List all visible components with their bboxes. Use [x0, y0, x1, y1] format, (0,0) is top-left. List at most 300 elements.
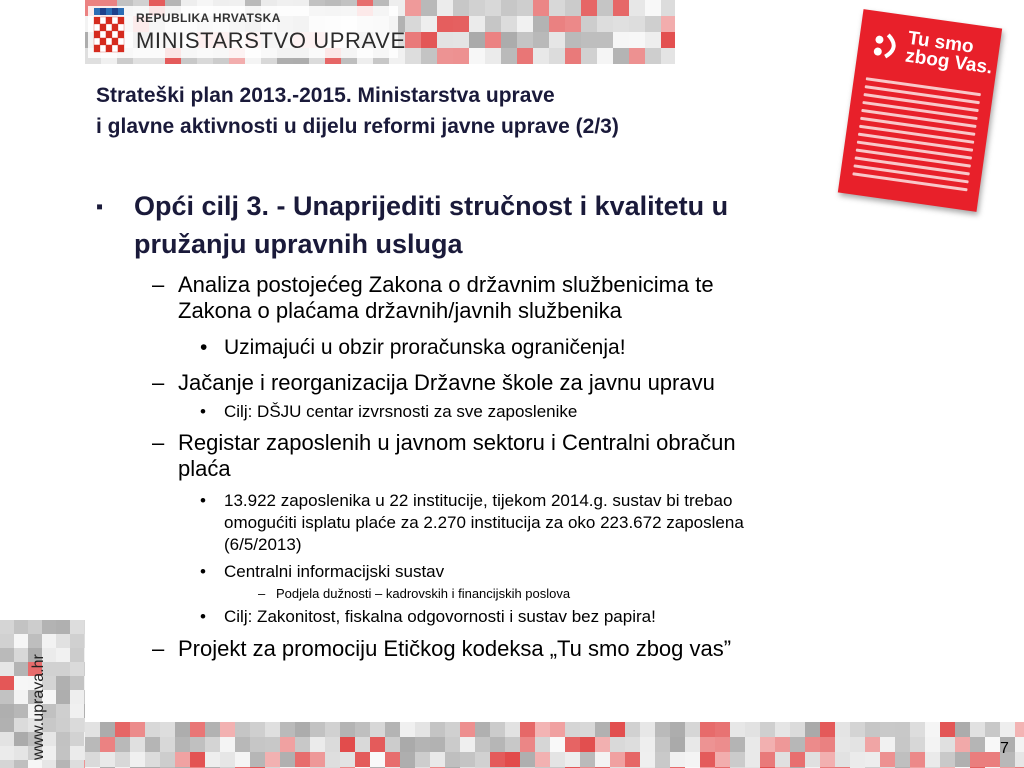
mosaic-tile — [610, 752, 625, 767]
mosaic-tile — [970, 752, 985, 767]
mosaic-tile — [1015, 722, 1024, 737]
mosaic-tile — [595, 722, 610, 737]
mosaic-tile — [405, 32, 421, 48]
mosaic-tile — [535, 752, 550, 767]
mosaic-tile — [760, 752, 775, 767]
mosaic-tile — [400, 737, 415, 752]
mosaic-tile — [820, 737, 835, 752]
mosaic-tile — [835, 752, 850, 767]
mosaic-tile — [895, 722, 910, 737]
mosaic-tile — [835, 737, 850, 752]
dash-bullet: – — [152, 636, 165, 661]
mosaic-tile — [955, 722, 970, 737]
mosaic-tile — [940, 752, 955, 767]
mosaic-tile — [850, 722, 865, 737]
mosaic-tile — [597, 48, 613, 64]
mosaic-tile — [895, 737, 910, 752]
mosaic-tile — [70, 704, 84, 718]
mosaic-tile — [220, 752, 235, 767]
dash-bullet: – — [152, 272, 165, 297]
mosaic-tile — [355, 737, 370, 752]
mosaic-tile — [460, 722, 475, 737]
mosaic-tile — [325, 737, 340, 752]
mosaic-tile — [265, 752, 280, 767]
mosaic-tile — [84, 620, 85, 634]
mosaic-tile — [445, 722, 460, 737]
mosaic-tile — [613, 0, 629, 16]
mosaic-tile — [14, 704, 28, 718]
mosaic-tile — [115, 722, 130, 737]
mosaic-tile — [925, 737, 940, 752]
mosaic-tile — [430, 737, 445, 752]
mosaic-tile — [985, 737, 1000, 752]
mosaic-tile — [14, 690, 28, 704]
mosaic-tile — [700, 752, 715, 767]
mosaic-tile — [501, 32, 517, 48]
mosaic-tile — [661, 48, 675, 64]
mosaic-tile — [175, 752, 190, 767]
mosaic-tile — [505, 722, 520, 737]
mosaic-tile — [56, 690, 70, 704]
mosaic-tile — [625, 752, 640, 767]
mosaic-tile — [84, 704, 85, 718]
coat-of-arms-icon — [92, 8, 126, 56]
mosaic-tile — [84, 662, 85, 676]
mosaic-tile — [437, 32, 453, 48]
mosaic-tile — [220, 737, 235, 752]
dot-bullet: • — [200, 562, 206, 581]
mosaic-tile — [405, 48, 421, 64]
item1-sub1: Uzimajući u obzir proračunska ograničenja! — [224, 336, 626, 359]
mosaic-tile — [205, 737, 220, 752]
mosaic-tile — [190, 722, 205, 737]
mosaic-tile — [460, 737, 475, 752]
mosaic-tile — [56, 718, 70, 732]
square-bullet: ▪ — [96, 196, 104, 218]
mosaic-tile — [14, 620, 28, 634]
mosaic-tile — [501, 16, 517, 32]
mosaic-tile — [469, 32, 485, 48]
mosaic-tile — [685, 737, 700, 752]
mosaic-tile — [421, 16, 437, 32]
mosaic-tile — [655, 737, 670, 752]
mosaic-tile — [370, 752, 385, 767]
mosaic-tile — [865, 737, 880, 752]
mosaic-tile — [629, 48, 645, 64]
mosaic-tile — [655, 722, 670, 737]
mosaic-tile — [190, 737, 205, 752]
mosaic-tile — [28, 620, 42, 634]
mosaic-tile — [310, 737, 325, 752]
dot-bullet: • — [200, 402, 206, 421]
mosaic-tile — [0, 676, 14, 690]
mosaic-tile — [115, 752, 130, 767]
mosaic-tile — [910, 722, 925, 737]
logo-country-text: REPUBLIKA HRVATSKA — [136, 11, 281, 25]
mosaic-tile — [640, 737, 655, 752]
mosaic-tile — [925, 722, 940, 737]
mosaic-tile — [880, 737, 895, 752]
mosaic-tile — [485, 48, 501, 64]
mosaic-tile — [517, 0, 533, 16]
mosaic-tile — [70, 690, 84, 704]
mosaic-tile — [760, 737, 775, 752]
mosaic-tile — [85, 752, 100, 767]
item4: Projekt za promociju Etičkog kodeksa „Tu smo zbog vas” — [178, 636, 732, 661]
mosaic-tile — [250, 752, 265, 767]
mosaic-tile — [880, 722, 895, 737]
mosaic-tile — [42, 620, 56, 634]
mosaic-tile — [385, 737, 400, 752]
mosaic-tile — [235, 722, 250, 737]
mosaic-tile — [430, 722, 445, 737]
mosaic-tile — [84, 634, 85, 648]
footer-mosaic-decoration — [85, 722, 1024, 768]
mosaic-tile — [437, 0, 453, 16]
mosaic-tile — [597, 16, 613, 32]
mosaic-tile — [56, 634, 70, 648]
mosaic-tile — [645, 0, 661, 16]
mosaic-tile — [295, 737, 310, 752]
mosaic-tile — [490, 752, 505, 767]
mosaic-tile — [340, 752, 355, 767]
mosaic-tile — [0, 746, 14, 760]
mosaic-tile — [505, 737, 520, 752]
mosaic-tile — [700, 737, 715, 752]
mosaic-tile — [955, 737, 970, 752]
mosaic-tile — [565, 0, 581, 16]
mosaic-tile — [70, 760, 84, 768]
mosaic-tile — [400, 722, 415, 737]
logo-ministry-text: MINISTARSTVO UPRAVE — [136, 28, 406, 53]
mosaic-tile — [84, 648, 85, 662]
mosaic-tile — [70, 718, 84, 732]
mosaic-tile — [745, 722, 760, 737]
item2-sub1: Cilj: DŠJU centar izvrsnosti za sve zaposlenike — [224, 402, 578, 421]
mosaic-tile — [85, 737, 100, 752]
mosaic-tile — [445, 737, 460, 752]
mosaic-tile — [70, 634, 84, 648]
mosaic-tile — [295, 722, 310, 737]
mosaic-tile — [280, 722, 295, 737]
mosaic-tile — [520, 722, 535, 737]
mosaic-tile — [613, 32, 629, 48]
mosaic-tile — [645, 32, 661, 48]
mosaic-tile — [820, 722, 835, 737]
mosaic-tile — [56, 620, 70, 634]
item2: Jačanje i reorganizacija Državne škole za javnu upravu — [178, 370, 715, 395]
mosaic-tile — [880, 752, 895, 767]
mosaic-tile — [790, 737, 805, 752]
mosaic-tile — [310, 722, 325, 737]
mosaic-tile — [565, 737, 580, 752]
mosaic-tile — [745, 737, 760, 752]
mosaic-tile — [595, 737, 610, 752]
mosaic-tile — [475, 737, 490, 752]
mosaic-tile — [70, 620, 84, 634]
mosaic-tile — [130, 722, 145, 737]
mosaic-tile — [533, 48, 549, 64]
mosaic-tile — [549, 0, 565, 16]
mosaic-tile — [14, 718, 28, 732]
mosaic-tile — [100, 737, 115, 752]
mosaic-tile — [940, 722, 955, 737]
mosaic-tile — [670, 722, 685, 737]
mosaic-tile — [549, 32, 565, 48]
mosaic-tile — [533, 32, 549, 48]
dot-bullet: • — [200, 491, 206, 510]
mosaic-tile — [820, 752, 835, 767]
mosaic-tile — [985, 752, 1000, 767]
mosaic-tile — [70, 648, 84, 662]
mosaic-tile — [715, 737, 730, 752]
item1-line1: Analiza postojećeg Zakona o državnim službenicima te — [178, 272, 714, 297]
mosaic-tile — [501, 48, 517, 64]
poster-body-text — [852, 72, 982, 196]
mosaic-tile — [56, 760, 70, 768]
mosaic-tile — [421, 0, 437, 16]
mosaic-tile — [661, 32, 675, 48]
item3-line2: plaća — [178, 456, 231, 481]
mosaic-tile — [533, 0, 549, 16]
mosaic-tile — [730, 722, 745, 737]
mosaic-tile — [0, 732, 14, 746]
item3-sub3: Cilj: Zakonitost, fiskalna odgovornosti i sustav bez papira! — [224, 607, 656, 626]
mosaic-tile — [1015, 752, 1024, 767]
mosaic-tile — [910, 737, 925, 752]
mosaic-tile — [629, 0, 645, 16]
mosaic-tile — [0, 690, 14, 704]
mosaic-tile — [325, 752, 340, 767]
mosaic-tile — [160, 752, 175, 767]
mosaic-tile — [533, 16, 549, 32]
mosaic-tile — [485, 0, 501, 16]
mosaic-tile — [670, 737, 685, 752]
mosaic-tile — [581, 0, 597, 16]
item3-sub2-detail: Podjela dužnosti – kadrovskih i financijskih poslova — [276, 586, 571, 601]
mosaic-tile — [85, 722, 100, 737]
mosaic-tile — [42, 760, 56, 768]
mosaic-tile — [865, 752, 880, 767]
mosaic-tile — [925, 752, 940, 767]
mosaic-tile — [235, 737, 250, 752]
mosaic-tile — [580, 737, 595, 752]
mosaic-tile — [970, 722, 985, 737]
slide-title-line2: i glavne aktivnosti u dijelu reformi javne uprave (2/3) — [96, 115, 619, 138]
mosaic-tile — [280, 752, 295, 767]
mosaic-tile — [235, 752, 250, 767]
mosaic-tile — [421, 48, 437, 64]
mosaic-tile — [437, 16, 453, 32]
mosaic-tile — [0, 704, 14, 718]
mosaic-tile — [640, 752, 655, 767]
mosaic-tile — [130, 752, 145, 767]
mosaic-tile — [565, 752, 580, 767]
mosaic-tile — [400, 752, 415, 767]
mosaic-tile — [517, 48, 533, 64]
mosaic-tile — [205, 722, 220, 737]
mosaic-tile — [445, 752, 460, 767]
mosaic-tile — [453, 0, 469, 16]
mosaic-tile — [613, 48, 629, 64]
mosaic-tile — [775, 752, 790, 767]
mosaic-tile — [520, 737, 535, 752]
mosaic-tile — [190, 752, 205, 767]
mosaic-tile — [685, 722, 700, 737]
mosaic-tile — [535, 737, 550, 752]
mosaic-tile — [645, 16, 661, 32]
dash-bullet: – — [258, 586, 266, 601]
mosaic-tile — [715, 722, 730, 737]
mosaic-tile — [84, 690, 85, 704]
mosaic-tile — [1000, 722, 1015, 737]
mosaic-tile — [730, 737, 745, 752]
mosaic-tile — [985, 722, 1000, 737]
mosaic-tile — [28, 760, 42, 768]
goal-heading-line2: pružanju upravnih usluga — [134, 229, 463, 259]
dash-bullet: – — [152, 370, 165, 395]
mosaic-tile — [145, 752, 160, 767]
mosaic-tile — [415, 737, 430, 752]
tu-smo-zbog-vas-poster — [838, 9, 1002, 212]
mosaic-tile — [640, 722, 655, 737]
mosaic-tile — [14, 648, 28, 662]
mosaic-tile — [355, 752, 370, 767]
mosaic-tile — [597, 32, 613, 48]
mosaic-tile — [405, 16, 421, 32]
mosaic-tile — [56, 746, 70, 760]
mosaic-tile — [421, 32, 437, 48]
item1-line2: Zakona o plaćama državnih/javnih službenika — [178, 298, 622, 323]
mosaic-tile — [595, 752, 610, 767]
item3-sub1-line3: (6/5/2013) — [224, 535, 302, 554]
mosaic-tile — [14, 662, 28, 676]
item3-sub1-line2: omogućiti isplatu plaće za 2.270 institucija za oko 223.672 zaposlena — [224, 513, 744, 532]
mosaic-tile — [629, 16, 645, 32]
mosaic-tile — [550, 722, 565, 737]
mosaic-tile — [775, 737, 790, 752]
mosaic-tile — [565, 32, 581, 48]
mosaic-tile — [453, 16, 469, 32]
mosaic-tile — [145, 737, 160, 752]
dot-bullet: • — [200, 607, 206, 626]
mosaic-tile — [661, 16, 675, 32]
mosaic-tile — [730, 752, 745, 767]
mosaic-tile — [460, 752, 475, 767]
mosaic-tile — [565, 48, 581, 64]
mosaic-tile — [56, 662, 70, 676]
mosaic-tile — [0, 718, 14, 732]
mosaic-tile — [160, 737, 175, 752]
mosaic-tile — [1015, 737, 1024, 752]
mosaic-tile — [850, 737, 865, 752]
mosaic-tile — [310, 752, 325, 767]
mosaic-tile — [790, 752, 805, 767]
goal-heading-line1: Opći cilj 3. - Unaprijediti stručnost i kvalitetu u — [134, 191, 729, 221]
mosaic-tile — [469, 48, 485, 64]
mosaic-tile — [70, 662, 84, 676]
mosaic-tile — [14, 634, 28, 648]
mosaic-tile — [130, 737, 145, 752]
mosaic-tile — [485, 32, 501, 48]
mosaic-tile — [655, 752, 670, 767]
mosaic-tile — [597, 0, 613, 16]
mosaic-tile — [580, 752, 595, 767]
mosaic-tile — [14, 732, 28, 746]
mosaic-tile — [581, 32, 597, 48]
item3-sub2: Centralni informacijski sustav — [224, 562, 445, 581]
mosaic-tile — [805, 722, 820, 737]
mosaic-tile — [175, 722, 190, 737]
mosaic-tile — [610, 737, 625, 752]
mosaic-tile — [715, 752, 730, 767]
mosaic-tile — [581, 48, 597, 64]
mosaic-tile — [0, 648, 14, 662]
mosaic-tile — [790, 722, 805, 737]
mosaic-tile — [100, 752, 115, 767]
item3-sub1-line1: 13.922 zaposlenika u 22 institucije, tijekom 2014.g. sustav bi trebao — [224, 491, 733, 510]
mosaic-tile — [520, 752, 535, 767]
mosaic-tile — [805, 752, 820, 767]
mosaic-tile — [535, 722, 550, 737]
page-number: 7 — [1000, 740, 1009, 757]
mosaic-tile — [565, 16, 581, 32]
mosaic-tile — [775, 722, 790, 737]
mosaic-tile — [100, 722, 115, 737]
item3-line1: Registar zaposlenih u javnom sektoru i Centralni obračun — [178, 430, 736, 455]
mosaic-tile — [14, 760, 28, 768]
mosaic-tile — [565, 722, 580, 737]
mosaic-tile — [0, 760, 14, 768]
mosaic-tile — [760, 722, 775, 737]
mosaic-tile — [205, 752, 220, 767]
mosaic-tile — [970, 737, 985, 752]
mosaic-tile — [56, 676, 70, 690]
mosaic-tile — [645, 48, 661, 64]
mosaic-tile — [805, 737, 820, 752]
slide-title-line1: Strateški plan 2013.-2015. Ministarstva uprave — [96, 84, 555, 107]
mosaic-tile — [415, 722, 430, 737]
mosaic-tile — [610, 722, 625, 737]
mosaic-tile — [469, 0, 485, 16]
mosaic-tile — [625, 722, 640, 737]
mosaic-tile — [370, 737, 385, 752]
mosaic-tile — [295, 752, 310, 767]
mosaic-tile — [485, 16, 501, 32]
mosaic-tile — [850, 752, 865, 767]
website-url: www.uprava.hr — [30, 654, 47, 760]
mosaic-tile — [685, 752, 700, 767]
mosaic-tile — [70, 746, 84, 760]
mosaic-tile — [955, 752, 970, 767]
mosaic-tile — [385, 752, 400, 767]
mosaic-tile — [340, 737, 355, 752]
mosaic-tile — [370, 722, 385, 737]
mosaic-tile — [505, 752, 520, 767]
mosaic-tile — [56, 648, 70, 662]
mosaic-tile — [453, 32, 469, 48]
mosaic-tile — [453, 48, 469, 64]
mosaic-tile — [745, 752, 760, 767]
mosaic-tile — [42, 634, 56, 648]
dot-bullet: • — [200, 336, 208, 359]
mosaic-tile — [0, 620, 14, 634]
mosaic-tile — [325, 722, 340, 737]
mosaic-tile — [14, 746, 28, 760]
mosaic-tile — [56, 704, 70, 718]
mosaic-tile — [910, 752, 925, 767]
mosaic-tile — [0, 634, 14, 648]
